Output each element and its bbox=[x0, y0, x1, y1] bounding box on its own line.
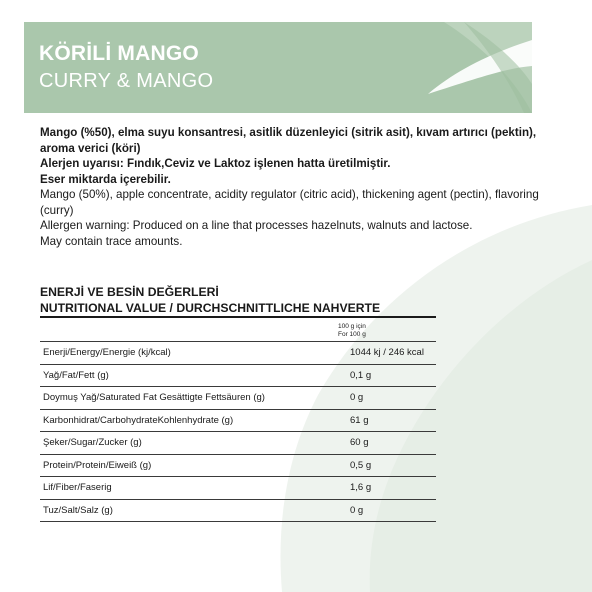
table-row bbox=[40, 477, 436, 500]
product-name-turkish: KÖRİLİ MANGO bbox=[39, 42, 199, 65]
nutrient-value: 0 g bbox=[350, 392, 364, 404]
nutrient-label: Karbonhidrat/CarbohydrateKohlenhydrate (g) bbox=[43, 414, 234, 426]
nutrition-heading-turkish: ENERJİ VE BESİN DEĞERLERİ bbox=[40, 285, 219, 299]
allergen-warning-turkish: Alerjen uyarısı: Fındık,Ceviz ve Laktoz işlenen hatta üretilmiştir. bbox=[40, 157, 391, 170]
ingredients-block bbox=[40, 125, 570, 249]
nutrient-label: Tuz/Salt/Salz (g) bbox=[43, 504, 113, 516]
nutrient-label: Doymuş Yağ/Saturated Fat Gesättigte Fettsäuren (g) bbox=[43, 392, 265, 404]
nutrient-value: 0 g bbox=[350, 504, 364, 516]
trace-note-english: May contain trace amounts. bbox=[40, 234, 183, 248]
table-row bbox=[40, 432, 436, 455]
nutrition-table-header bbox=[40, 318, 436, 342]
trace-note-turkish: Eser miktarda içerebilir. bbox=[40, 172, 171, 186]
per-100g-turkish: 100 g için bbox=[338, 322, 366, 330]
nutrient-label: Yağ/Fat/Fett (g) bbox=[43, 369, 109, 381]
nutrient-value: 0,1 g bbox=[350, 369, 372, 381]
per-100g-column-header bbox=[298, 321, 436, 339]
table-row bbox=[40, 455, 436, 478]
nutrient-value: 61 g bbox=[350, 414, 369, 426]
table-row bbox=[40, 500, 436, 523]
table-row bbox=[40, 365, 436, 388]
ingredients-english: Mango (50%), apple concentrate, acidity regulator (citric acid), thickening agent (pectin), flavoring (curry) bbox=[40, 188, 539, 217]
header-leaf-graphic bbox=[24, 22, 532, 113]
table-row bbox=[40, 342, 436, 365]
nutrition-heading bbox=[40, 284, 440, 316]
nutrient-value: 1044 kj / 246 kcal bbox=[350, 347, 424, 359]
nutrition-table bbox=[40, 318, 436, 522]
nutrient-label: Lif/Fiber/Faserig bbox=[43, 482, 112, 494]
nutrient-value: 60 g bbox=[350, 437, 369, 449]
per-100g-english: For 100 g bbox=[338, 330, 366, 338]
table-row bbox=[40, 410, 436, 433]
table-row bbox=[40, 387, 436, 410]
nutrient-label: Enerji/Energy/Energie (kj/kcal) bbox=[43, 347, 171, 359]
nutrient-value: 1,6 g bbox=[350, 482, 372, 494]
nutrient-label: Protein/Protein/Eiweiß (g) bbox=[43, 459, 152, 471]
allergen-warning-english: Allergen warning: Produced on a line that processes hazelnuts, walnuts and lactose. bbox=[40, 219, 473, 232]
nutrition-heading-english: NUTRITIONAL VALUE / DURCHSCHNITTLICHE NAHVERTE bbox=[40, 301, 381, 315]
nutrient-label: Şeker/Sugar/Zucker (g) bbox=[43, 437, 142, 449]
product-name-english: CURRY & MANGO bbox=[39, 70, 214, 92]
nutrient-value: 0,5 g bbox=[350, 459, 372, 471]
ingredients-turkish: Mango (%50), elma suyu konsantresi, asitlik düzenleyici (sitrik asit), kıvam artırıcı (pektin), aroma verici (köri) bbox=[40, 126, 537, 155]
header-band bbox=[24, 22, 532, 113]
